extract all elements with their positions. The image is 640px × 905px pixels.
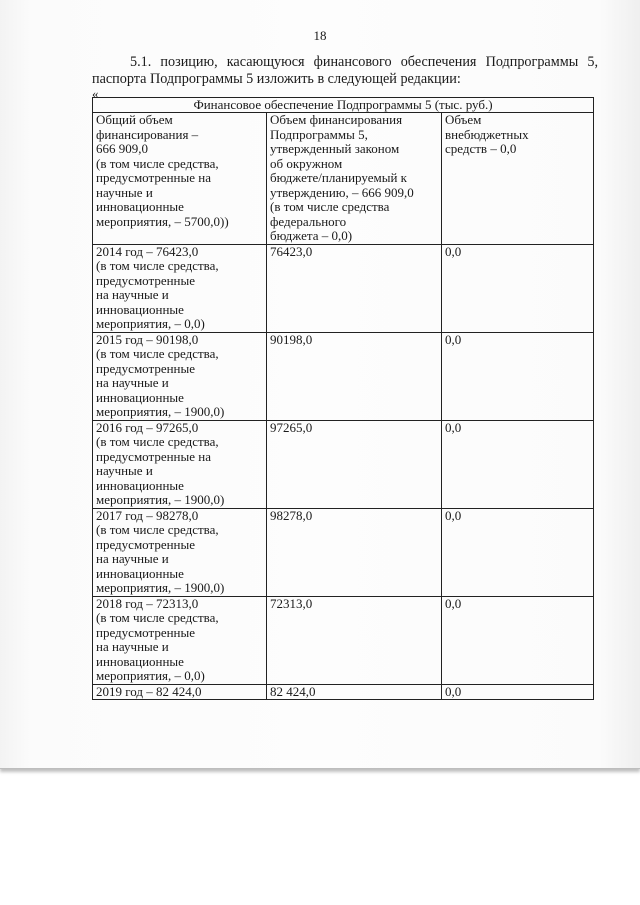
budget-cell bbox=[267, 420, 442, 508]
extra-value: 0,0 bbox=[445, 595, 462, 611]
opening-quote-mark: « bbox=[92, 86, 99, 101]
intro-paragraph: 5.1. позицию, касающуюся финансового обеспечения Подпрограммы 5, паспорта Подпрограммы 5 изложить в следующей редакции: bbox=[92, 54, 598, 87]
extra-value: 0,0 bbox=[445, 331, 462, 347]
extra-cell bbox=[442, 332, 594, 420]
extra-value: 0,0 bbox=[445, 507, 462, 523]
budget-value: 97265,0 bbox=[270, 419, 313, 435]
page-number: 18 bbox=[313, 28, 327, 43]
budget-cell bbox=[267, 684, 442, 700]
year-text: 2016 год – 97265,0 (в том числе средства, предусмотренные на научные и инновационные мероприятия, – 1900,0) bbox=[96, 419, 225, 507]
header-total-text: Общий объем финансирования – 666 909,0 (в том числе средства, предусмотренные на научные и инновационные мероприятия, – 5700,0)) bbox=[96, 112, 229, 229]
extra-cell bbox=[442, 684, 594, 700]
budget-value: 82 424,0 bbox=[270, 683, 316, 699]
table-row bbox=[93, 244, 594, 332]
budget-cell bbox=[267, 596, 442, 684]
table-caption-row bbox=[93, 98, 594, 113]
budget-cell bbox=[267, 332, 442, 420]
year-cell bbox=[93, 508, 267, 596]
extra-cell bbox=[442, 420, 594, 508]
table-caption: Финансовое обеспечение Подпрограммы 5 (тыс. руб.) bbox=[93, 98, 594, 113]
year-cell bbox=[93, 332, 267, 420]
extra-cell bbox=[442, 508, 594, 596]
table-row bbox=[93, 420, 594, 508]
table-header-row bbox=[93, 113, 594, 245]
table-row bbox=[93, 596, 594, 684]
extra-cell bbox=[442, 244, 594, 332]
header-budget-financing bbox=[267, 113, 442, 245]
year-text: 2018 год – 72313,0 (в том числе средства, предусмотренные на научные и инновационные мероприятия, – 0,0) bbox=[96, 595, 219, 683]
budget-value: 72313,0 bbox=[270, 595, 313, 611]
header-budget-text: Объем финансирования Подпрограммы 5, утвержденный законом об окружном бюджете/планируемый к утверждению, – 666 909,0 (в том числе средства федерального бюджета – 0,0) bbox=[270, 112, 414, 243]
extra-value: 0,0 bbox=[445, 419, 462, 435]
extra-value: 0,0 bbox=[445, 243, 462, 259]
header-total-financing bbox=[93, 113, 267, 245]
year-cell bbox=[93, 596, 267, 684]
budget-value: 76423,0 bbox=[270, 243, 313, 259]
year-cell bbox=[93, 420, 267, 508]
budget-value: 90198,0 bbox=[270, 331, 313, 347]
year-cell bbox=[93, 244, 267, 332]
year-text: 2014 год – 76423,0 (в том числе средства, предусмотренные на научные и инновационные мероприятия, – 0,0) bbox=[96, 243, 219, 331]
year-text: 2015 год – 90198,0 (в том числе средства, предусмотренные на научные и инновационные мероприятия, – 1900,0) bbox=[96, 331, 225, 419]
extra-value: 0,0 bbox=[445, 683, 462, 699]
extra-cell bbox=[442, 596, 594, 684]
budget-cell bbox=[267, 244, 442, 332]
table-row bbox=[93, 508, 594, 596]
table-row bbox=[93, 332, 594, 420]
budget-value: 98278,0 bbox=[270, 507, 313, 523]
financing-table bbox=[92, 97, 594, 700]
year-text: 2017 год – 98278,0 (в том числе средства, предусмотренные на научные и инновационные мероприятия, – 1900,0) bbox=[96, 507, 225, 595]
header-extrabudgetary bbox=[442, 113, 594, 245]
budget-cell bbox=[267, 508, 442, 596]
table-row bbox=[93, 684, 594, 700]
header-extra-text: Объем внебюджетных средств – 0,0 bbox=[445, 112, 529, 156]
year-text: 2019 год – 82 424,0 bbox=[96, 683, 202, 699]
year-cell bbox=[93, 684, 267, 700]
